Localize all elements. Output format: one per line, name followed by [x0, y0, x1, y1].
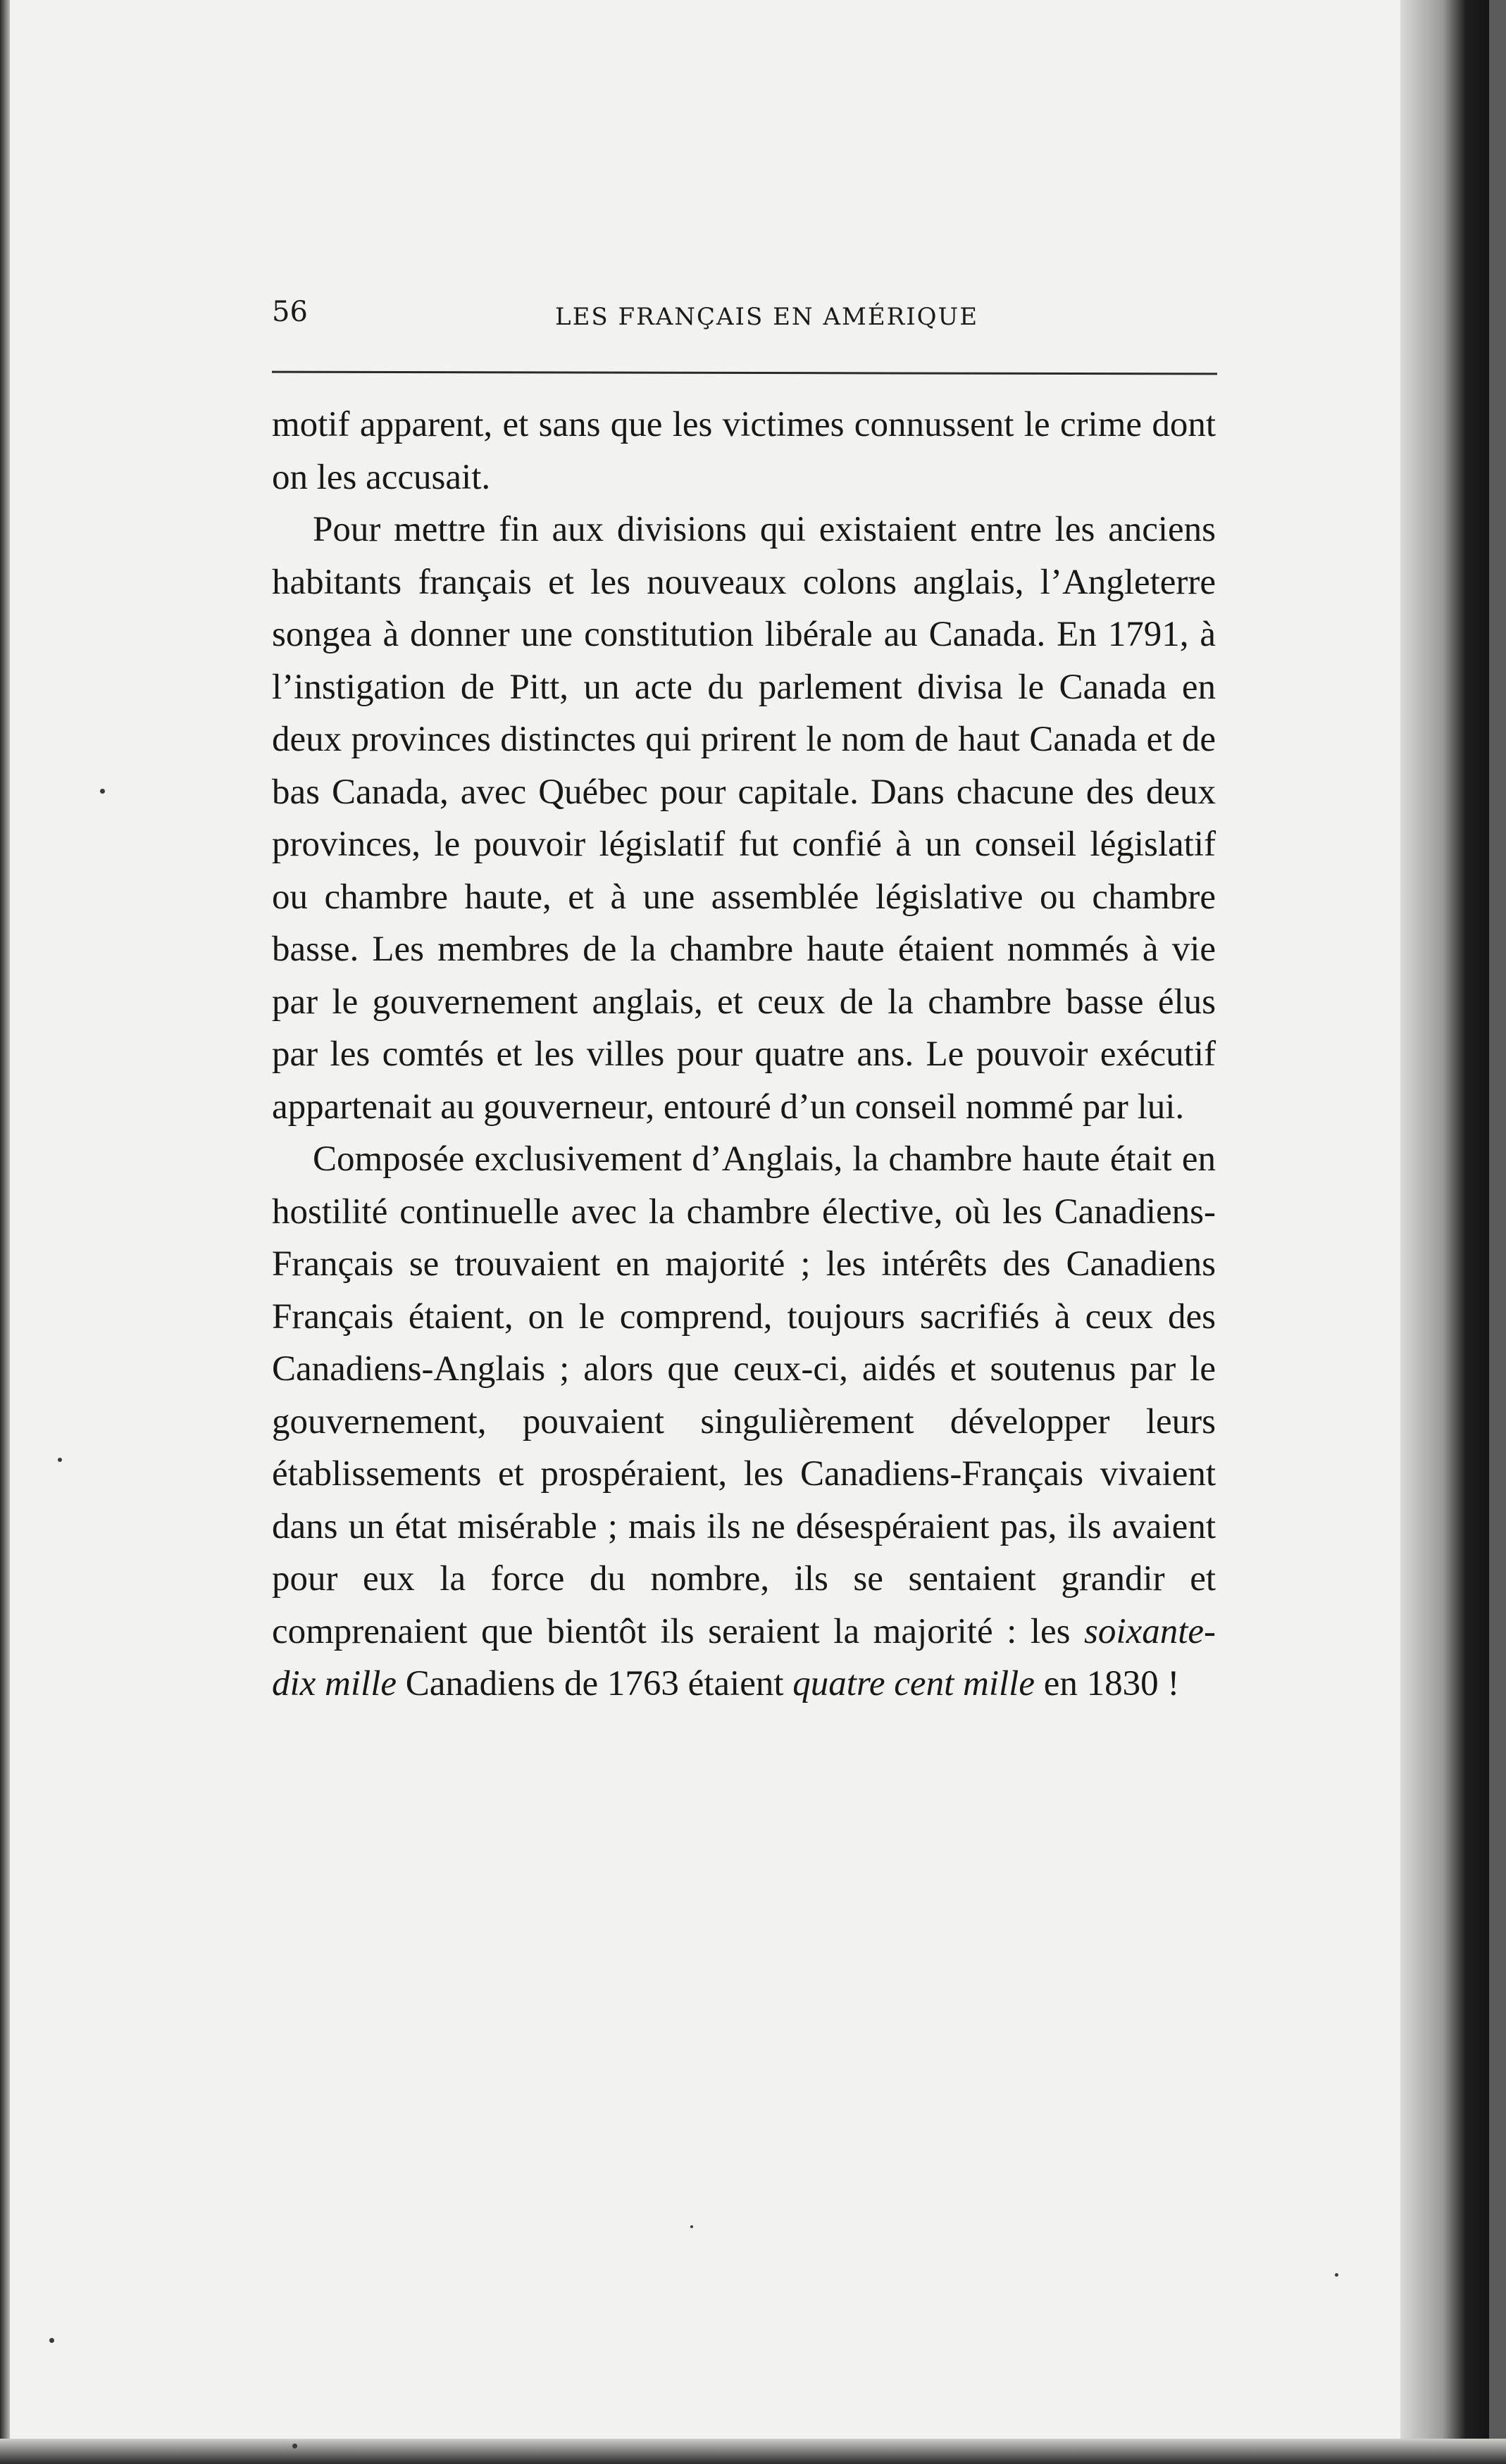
scan-left-edge [0, 0, 10, 2464]
scan-speck [690, 2225, 693, 2228]
paragraph-chambers [272, 1133, 1216, 1711]
scan-bottom-edge [0, 2439, 1506, 2464]
header-rule [272, 371, 1217, 375]
book-page [247, 296, 1219, 1703]
paragraph-text: Canadiens de 1763 étaient [405, 1664, 784, 1703]
italic-phrase: quatre cent mille [792, 1664, 1035, 1703]
page-number: 56 [272, 296, 308, 328]
scan-speck [49, 2338, 54, 2343]
running-title: LES FRANÇAIS EN AMÉRIQUE [555, 303, 979, 331]
italic-phrase: soixante-dix mille [272, 1611, 1216, 1703]
paragraph-text: en 1830 ! [1043, 1664, 1180, 1703]
paragraph-text: Composée exclusivement d’Anglais, la chambre haute était en hostilité continuelle avec la chambre élective, où les Canadiens-Français se trouvaient en majorité ; les intérêts des Canadiens Français étaient, on le comprend, toujours sacrifiés à ceux des Canadiens-Anglais ; alors que ceux-ci, aidés et soutenus par le gouvernement, pouvaient singulièrement développer leurs établissements et prospéraient, les Canadiens-Français vivaient dans un état misérable ; mais ils ne désespéraient pas, ils avaient pour eux la force du nombre, ils se sentaient grandir et comprenaient que bientôt ils seraient la majorité : les [272, 1139, 1216, 1651]
scan-speck [1335, 2273, 1338, 2277]
body-text [272, 399, 1216, 1711]
scan-speck [100, 789, 105, 794]
scan-speck [292, 2444, 297, 2449]
paragraph-continued: motif apparent, et sans que les victimes connussent le crime dont on les accusait. [272, 405, 1216, 497]
running-head [247, 296, 1219, 356]
scan-speck [58, 1458, 62, 1462]
paragraph-constitution: Pour mettre fin aux divisions qui existaient entre les anciens habitants français et les nouveaux colons anglais, l’Angleterre songea à donner une constitution libérale au Canada. En 1791, à l’instigation de Pitt, un acte du parlement divisa le Canada en deux provinces distinctes qui prirent le nom de haut Canada et de bas Canada, avec Québec pour capitale. Dans chacune des deux provinces, le pouvoir législatif fut confié à un conseil législatif ou chambre haute, et à une assemblée législative ou chambre basse. Les membres de la chambre haute étaient nommés à vie par le gouvernement anglais, et ceux de la chambre basse élus par les comtés et les villes pour quatre ans. Le pouvoir exécutif appartenait au gouverneur, entouré d’un conseil nommé par lui. [272, 510, 1216, 1127]
scan-right-strip [1489, 0, 1506, 2464]
